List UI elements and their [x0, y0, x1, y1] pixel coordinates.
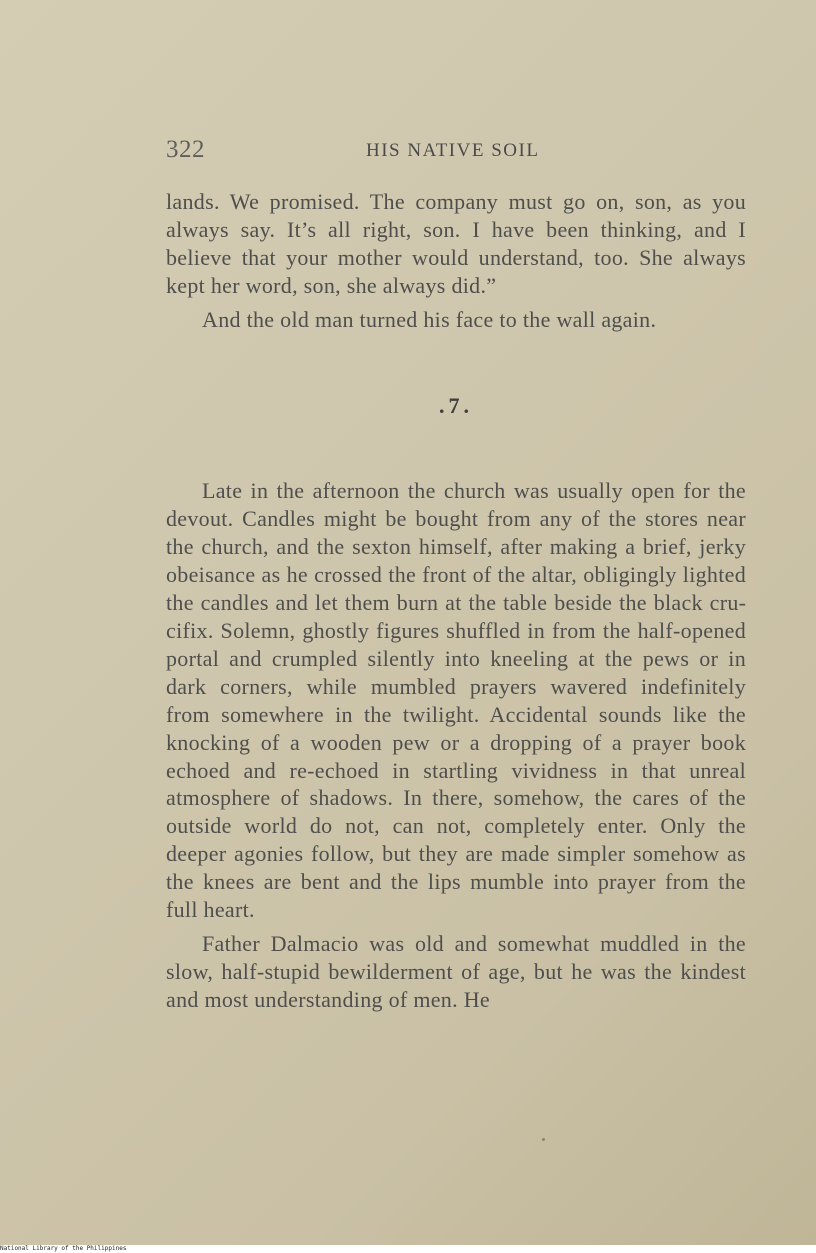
body-text: [166, 188, 746, 1014]
library-watermark: National Library of the Philippines: [0, 1245, 127, 1252]
paragraph-father-dalmacio: Father Dalmacio was old and somewhat muddled in the slow, half-stupid bewilderment of age, but he was the kindest and most understanding of men. He: [166, 930, 746, 1012]
page-header: [166, 136, 748, 166]
page-number: 322: [166, 136, 205, 163]
paragraph-continuation: lands. We promised. The company must go on, son, as you always say. It’s all right, son. I have been thinking, and I believe that your mother would understand, too. She always kept her word, son, she always did.”: [166, 189, 746, 298]
paragraph-closing: And the old man turned his face to the wall again.: [202, 306, 657, 332]
running-title: HIS NATIVE SOIL: [366, 140, 540, 161]
paper-speck: [542, 1138, 545, 1141]
section-number: .7.: [439, 392, 473, 418]
paragraph-church: Late in the afternoon the church was usually open for the devout. Candles might be bought from any of the stores near the church, and the sexton himself, after making a brief, jerky obeisance as he crossed the front of the altar, obligingly lighted the candles and let them burn at the table beside the black crucifix. Solemn, ghostly figures shuffled in from the half-opened portal and crumpled silently into kneeling at the pews or in dark corners, while mumbled prayers wavered indefinitely from somewhere in the twilight. Accidental sounds like the knocking of a wooden pew or a dropping of a prayer book echoed and re-echoed in startling vividness in that unreal atmosphere of shadows. In there, somehow, the cares of the outside world do not, can not, completely enter. Only the deeper agonies follow, but they are made simpler somehow as the knees are bent and the lips mumble into prayer from the full heart.: [166, 478, 746, 923]
